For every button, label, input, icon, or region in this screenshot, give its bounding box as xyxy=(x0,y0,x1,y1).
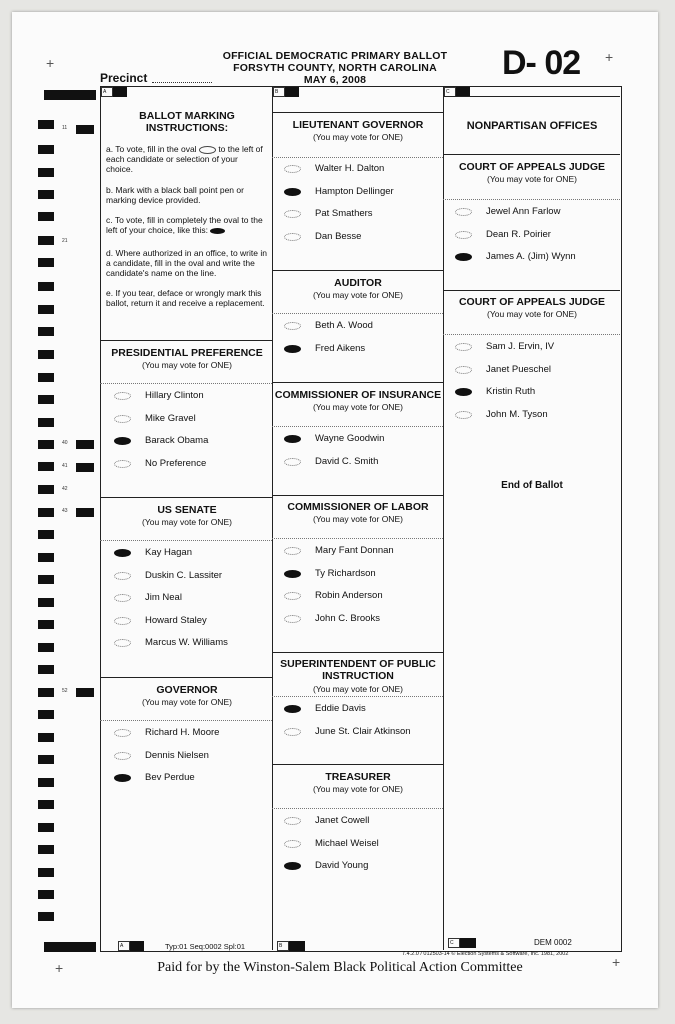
oval-example-filled-icon xyxy=(210,228,225,234)
contest-sub-president: (You may vote for ONE) xyxy=(142,360,232,370)
candidate-name: Janet Pueschel xyxy=(486,364,551,375)
column-letter-a: A xyxy=(101,87,113,97)
timing-number: 40 xyxy=(62,440,68,446)
vote-oval[interactable] xyxy=(114,572,131,580)
timing-mark xyxy=(38,462,54,471)
bottom-letter-c: C xyxy=(448,938,460,948)
timing-mark xyxy=(38,305,54,314)
vote-oval[interactable] xyxy=(284,435,301,443)
column-marker-block xyxy=(130,941,144,951)
timing-mark xyxy=(38,440,54,449)
vote-oval[interactable] xyxy=(284,322,301,330)
contest-divider xyxy=(272,382,443,383)
contest-header-rule xyxy=(100,540,272,541)
candidate-name: Michael Weisel xyxy=(315,838,379,849)
ballot-code: D- 02 xyxy=(502,44,581,82)
candidate-name: Walter H. Dalton xyxy=(315,163,385,174)
contest-header-rule xyxy=(272,808,443,809)
candidate-name: Richard H. Moore xyxy=(145,727,220,738)
timing-mark xyxy=(38,643,54,652)
candidate-name: Robin Anderson xyxy=(315,590,383,601)
instruction-d: d. Where authorized in an office, to write in a candidate, fill in the oval and write the candidate's name on the line. xyxy=(106,248,267,278)
timing-mark xyxy=(38,778,54,787)
ballot-title xyxy=(205,50,465,86)
timing-mark-secondary xyxy=(76,440,94,449)
registration-mark-top-right: + xyxy=(605,49,614,65)
timing-mark xyxy=(38,327,54,336)
timing-mark xyxy=(38,190,54,199)
timing-mark xyxy=(38,800,54,809)
candidate-name: Kay Hagan xyxy=(145,547,193,558)
vote-oval[interactable] xyxy=(284,592,301,600)
candidate-name: Dan Besse xyxy=(315,231,362,242)
contest-title-superintendent xyxy=(273,658,443,682)
vote-oval[interactable] xyxy=(114,392,131,400)
vote-oval[interactable] xyxy=(284,862,301,870)
timing-mark xyxy=(38,282,54,291)
contest-sub-treasurer: (You may vote for ONE) xyxy=(313,784,403,794)
contest-title-president: PRESIDENTIAL PREFERENCE xyxy=(111,347,263,359)
timing-mark xyxy=(38,755,54,764)
timing-mark xyxy=(38,350,54,359)
contest-title-appeals-2: COURT OF APPEALS JUDGE xyxy=(458,296,606,308)
candidate-name: Fred Aikens xyxy=(315,343,366,354)
contest-title-line: INSTRUCTION xyxy=(322,670,394,682)
timing-mark xyxy=(38,120,54,129)
contest-header-rule xyxy=(100,383,272,384)
registration-mark-top-left: + xyxy=(46,55,55,71)
contest-sub-lt-governor: (You may vote for ONE) xyxy=(313,132,403,142)
vote-oval[interactable] xyxy=(114,415,131,423)
candidate-name: Marcus W. Williams xyxy=(145,637,228,648)
contest-title-insurance: COMMISSIONER OF INSURANCE xyxy=(274,389,442,401)
contest-title-appeals-1: COURT OF APPEALS JUDGE xyxy=(458,161,606,173)
instruction-c xyxy=(106,215,268,235)
candidate-name: James A. (Jim) Wynn xyxy=(486,251,576,262)
timing-mark xyxy=(38,212,54,221)
ballot-title-line: MAY 6, 2008 xyxy=(303,74,367,86)
vote-oval[interactable] xyxy=(284,345,301,353)
contest-divider xyxy=(272,270,443,271)
timing-number: 21 xyxy=(62,238,68,244)
vote-oval[interactable] xyxy=(284,570,301,578)
vote-oval[interactable] xyxy=(284,615,301,623)
contest-title-line: SUPERINTENDENT OF PUBLIC xyxy=(280,658,436,670)
vote-oval[interactable] xyxy=(455,388,472,396)
instructions-title-line: BALLOT MARKING xyxy=(139,110,235,122)
vote-oval[interactable] xyxy=(284,547,301,555)
vote-oval[interactable] xyxy=(284,840,301,848)
column-letter-c: C xyxy=(444,87,456,97)
timing-mark xyxy=(38,395,54,404)
candidate-name: John M. Tyson xyxy=(486,409,548,420)
contest-divider xyxy=(272,495,443,496)
contest-divider xyxy=(272,112,443,113)
precinct-label: Precinct xyxy=(100,71,148,85)
column-marker-block xyxy=(289,941,305,951)
candidate-name: John C. Brooks xyxy=(315,613,380,624)
timing-mark xyxy=(38,868,54,877)
timing-mark xyxy=(38,620,54,629)
vote-oval[interactable] xyxy=(114,460,131,468)
candidate-name: David Young xyxy=(315,860,369,871)
contest-divider xyxy=(100,497,272,498)
candidate-name: Pat Smathers xyxy=(315,208,373,219)
instruction-c-text: c. To vote, fill in completely the oval to the left of your choice, like this: xyxy=(106,215,263,235)
instruction-a-text: left of each candidate or selection of your choice. xyxy=(106,144,263,174)
timing-mark xyxy=(38,710,54,719)
instruction-a-text: a. To vote, fill in the oval xyxy=(106,144,197,154)
vote-oval[interactable] xyxy=(114,594,131,602)
candidate-name: No Preference xyxy=(145,458,207,469)
candidate-name: Hillary Clinton xyxy=(145,390,204,401)
timing-mark xyxy=(38,168,54,177)
candidate-name: Eddie Davis xyxy=(315,703,366,714)
registration-mark-bottom-left: + xyxy=(55,960,64,976)
contest-divider xyxy=(443,154,620,155)
timing-mark-secondary xyxy=(76,463,94,472)
copyright-line: 7.4.2.0 / 012503-14 © Election Systems & Software, Inc. 1981, 2002 xyxy=(402,951,569,957)
timing-mark xyxy=(38,373,54,382)
candidate-name: Bev Perdue xyxy=(145,772,195,783)
contest-header-rule xyxy=(272,538,443,539)
contest-divider xyxy=(272,764,443,765)
contest-title-governor: GOVERNOR xyxy=(156,684,218,696)
candidate-name: Ty Richardson xyxy=(315,568,376,579)
vote-oval[interactable] xyxy=(284,817,301,825)
vote-oval[interactable] xyxy=(455,411,472,419)
timing-mark xyxy=(38,530,54,539)
timing-mark xyxy=(38,145,54,154)
timing-mark xyxy=(38,665,54,674)
contest-sub-governor: (You may vote for ONE) xyxy=(142,697,232,707)
oval-example-empty-icon xyxy=(199,146,216,154)
timing-number: 52 xyxy=(62,688,68,694)
timing-number: 42 xyxy=(62,486,68,492)
candidate-name: Mary Fant Donnan xyxy=(315,545,394,556)
vote-oval[interactable] xyxy=(455,343,472,351)
contest-header-rule xyxy=(443,199,620,200)
timing-mark xyxy=(38,823,54,832)
instructions-title xyxy=(102,110,272,134)
candidate-name: Janet Cowell xyxy=(315,815,370,826)
contest-title-senate: US SENATE xyxy=(157,504,217,516)
contest-header-rule xyxy=(272,696,443,697)
vote-oval[interactable] xyxy=(284,210,301,218)
candidate-name: Dean R. Poirier xyxy=(486,229,551,240)
timing-mark xyxy=(38,575,54,584)
contest-header-rule xyxy=(272,426,443,427)
timing-mark xyxy=(38,553,54,562)
timing-mark xyxy=(38,845,54,854)
candidate-name: Kristin Ruth xyxy=(486,386,536,397)
timing-mark xyxy=(38,688,54,697)
vote-oval[interactable] xyxy=(455,366,472,374)
contest-sub-senate: (You may vote for ONE) xyxy=(142,517,232,527)
vote-oval[interactable] xyxy=(455,208,472,216)
column-letter-b: B xyxy=(273,87,285,97)
vote-oval[interactable] xyxy=(455,231,472,239)
timing-number: 43 xyxy=(62,508,68,514)
vote-oval[interactable] xyxy=(114,437,131,445)
candidate-name: Barack Obama xyxy=(145,435,209,446)
timing-mark xyxy=(38,890,54,899)
dem-code: DEM 0002 xyxy=(534,938,572,947)
contest-sub-superintendent: (You may vote for ONE) xyxy=(313,684,403,694)
instruction-a-text: to the xyxy=(218,144,240,154)
column-c-header-rule xyxy=(443,96,620,97)
contest-divider xyxy=(443,290,620,291)
timing-number: 41 xyxy=(62,463,68,469)
end-of-ballot: End of Ballot xyxy=(501,480,563,491)
vote-oval[interactable] xyxy=(114,752,131,760)
bottom-timing-mark xyxy=(44,942,96,952)
bottom-letter-a: A xyxy=(118,941,130,951)
candidate-name: Mike Gravel xyxy=(145,413,196,424)
contest-sub-labor: (You may vote for ONE) xyxy=(313,514,403,524)
timing-mark xyxy=(38,508,54,517)
timing-mark-secondary xyxy=(76,125,94,134)
ballot-title-line: FORSYTH COUNTY, NORTH CAROLINA xyxy=(233,62,437,74)
precinct-write-line[interactable] xyxy=(152,82,212,83)
candidate-name: Wayne Goodwin xyxy=(315,433,385,444)
vote-oval[interactable] xyxy=(284,728,301,736)
ballot-title-line: OFFICIAL DEMOCRATIC PRIMARY BALLOT xyxy=(222,50,448,62)
vote-oval[interactable] xyxy=(114,549,131,557)
contest-divider xyxy=(100,677,272,678)
candidate-name: Dennis Nielsen xyxy=(145,750,209,761)
paid-for-disclaimer: Paid for by the Winston-Salem Black Political Action Committee xyxy=(157,960,523,975)
contest-title-labor: COMMISSIONER OF LABOR xyxy=(287,501,429,513)
timing-mark xyxy=(38,598,54,607)
nonpartisan-title: NONPARTISAN OFFICES xyxy=(466,120,598,132)
candidate-name: Howard Staley xyxy=(145,615,207,626)
candidate-name: Jewel Ann Farlow xyxy=(486,206,561,217)
candidate-name: Duskin C. Lassiter xyxy=(145,570,223,581)
timing-mark xyxy=(38,485,54,494)
vote-oval[interactable] xyxy=(284,458,301,466)
timing-mark xyxy=(38,733,54,742)
candidate-name: June St. Clair Atkinson xyxy=(315,726,411,737)
typ-seq-code: Typ:01 Seq:0002 Spl:01 xyxy=(165,942,246,951)
vote-oval[interactable] xyxy=(114,774,131,782)
timing-mark-secondary xyxy=(76,508,94,517)
vote-oval[interactable] xyxy=(284,188,301,196)
candidate-name: Jim Neal xyxy=(145,592,182,603)
timing-mark xyxy=(44,90,96,100)
vote-oval[interactable] xyxy=(284,233,301,241)
timing-number: 11 xyxy=(62,125,68,131)
timing-mark-secondary xyxy=(76,688,94,697)
contest-title-lt-governor: LIEUTENANT GOVERNOR xyxy=(292,119,424,131)
vote-oval[interactable] xyxy=(284,705,301,713)
contest-title-auditor: AUDITOR xyxy=(334,277,382,289)
timing-mark xyxy=(38,236,54,245)
contest-sub-insurance: (You may vote for ONE) xyxy=(313,402,403,412)
candidate-name: Hampton Dellinger xyxy=(315,186,394,197)
instructions-title-line: INSTRUCTIONS: xyxy=(145,122,229,134)
instruction-e: e. If you tear, deface or wrongly mark this ballot, return it and receive a replacement. xyxy=(106,288,265,308)
column-marker-block xyxy=(285,87,299,97)
contest-divider xyxy=(100,340,272,341)
contest-header-rule xyxy=(272,157,443,158)
contest-title-treasurer: TREASURER xyxy=(325,771,391,783)
instruction-b: b. Mark with a black ball point pen or marking device provided. xyxy=(106,185,244,205)
contest-sub-auditor: (You may vote for ONE) xyxy=(313,290,403,300)
timing-mark xyxy=(38,912,54,921)
vote-oval[interactable] xyxy=(455,253,472,261)
contest-header-rule xyxy=(443,334,620,335)
contest-header-rule xyxy=(272,313,443,314)
contest-header-rule xyxy=(100,720,272,721)
candidate-name: Beth A. Wood xyxy=(315,320,373,331)
timing-mark xyxy=(38,418,54,427)
instruction-a xyxy=(106,144,266,174)
contest-divider xyxy=(272,652,443,653)
candidate-name: David C. Smith xyxy=(315,456,379,467)
vote-oval[interactable] xyxy=(114,639,131,647)
contest-sub-appeals-2: (You may vote for ONE) xyxy=(487,309,577,319)
vote-oval[interactable] xyxy=(284,165,301,173)
bottom-letter-b: B xyxy=(277,941,289,951)
contest-sub-appeals-1: (You may vote for ONE) xyxy=(487,174,577,184)
column-marker-block xyxy=(113,87,127,97)
vote-oval[interactable] xyxy=(114,729,131,737)
candidate-name: Sam J. Ervin, IV xyxy=(486,341,555,352)
vote-oval[interactable] xyxy=(114,617,131,625)
column-separator xyxy=(443,86,444,950)
registration-mark-bottom-right: + xyxy=(612,954,621,970)
column-marker-block xyxy=(460,938,476,948)
timing-mark xyxy=(38,258,54,267)
